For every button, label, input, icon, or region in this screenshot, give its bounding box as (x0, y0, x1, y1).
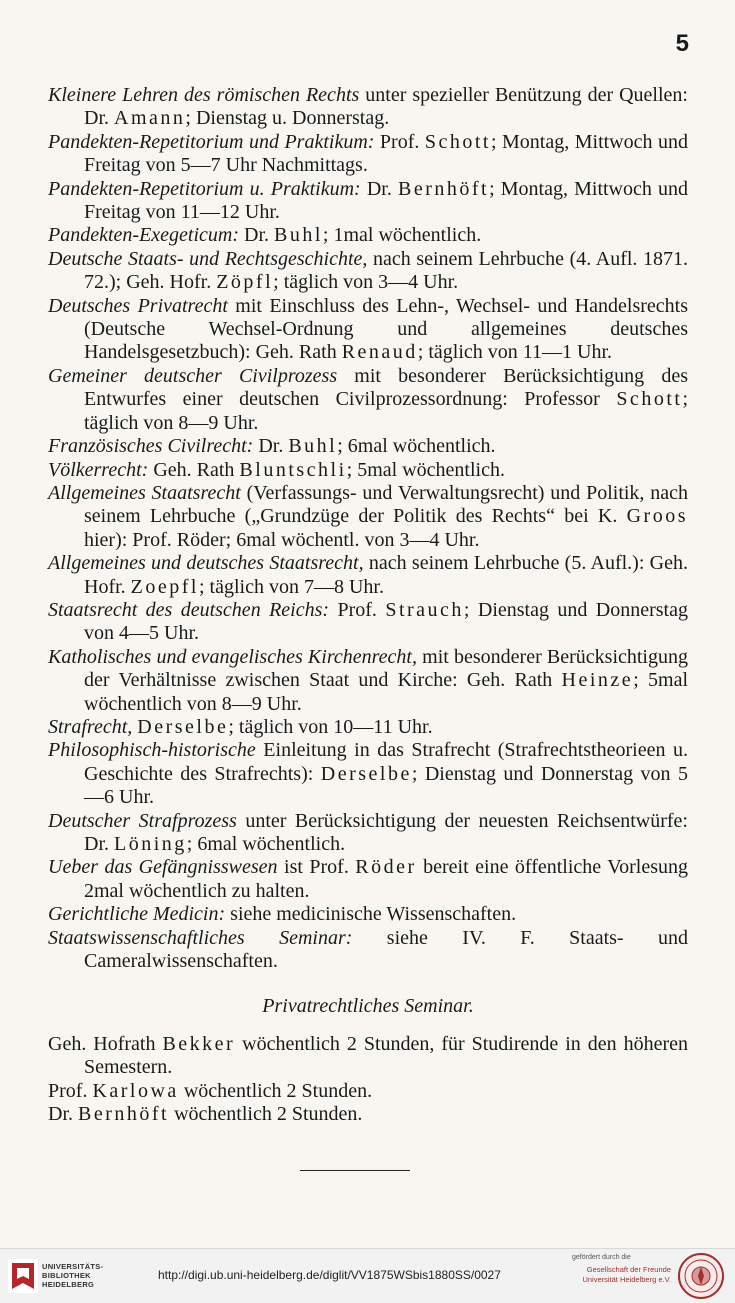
lecturer-name: Zöpfl (216, 271, 274, 294)
course-text: Dr. (360, 177, 398, 200)
course-entry (48, 178, 688, 225)
course-schedule: bereit eine öffentliche Vorlesung 2mal wöchentlich zu halten. (84, 856, 689, 902)
course-title: Ueber das Gefängnisswesen (48, 856, 278, 879)
course-title: Allgemeines und deutsches Staatsrecht, (48, 552, 364, 575)
course-schedule: ; täglich von 10—11 Uhr. (228, 715, 433, 738)
course-text: mit besonderer Berücksichtigung der Verhältnisse zwischen Staat und Kirche: Geh. Rath (84, 645, 688, 692)
lecturer-name: Heinze (561, 669, 634, 692)
lecturer-title: Geh. Hofrath (48, 1032, 163, 1055)
course-title: Pandekten-Exegeticum: (48, 224, 240, 247)
course-text: Geh. Rath (148, 458, 240, 481)
course-title: Deutscher Strafprozess (48, 809, 237, 832)
library-logo-icon (8, 1259, 38, 1293)
course-schedule: ; Montag, Mittwoch und Freitag von 5—7 Uhr Nachmittags. (84, 130, 688, 177)
course-schedule: ; täglich von 8—9 Uhr. (84, 388, 688, 434)
course-text: unter Berücksichtigung der neuesten Reichsentwürfe: Dr. (84, 809, 688, 855)
course-title: Pandekten-Repetitorium u. Praktikum: (48, 177, 361, 200)
course-entry (48, 716, 688, 739)
lecture-list (48, 84, 688, 1126)
course-entry (48, 459, 688, 482)
course-title: Katholisches und evangelisches Kirchenrecht, (48, 645, 417, 668)
course-schedule: ; täglich von 7—8 Uhr. (198, 575, 384, 598)
course-title: Staatsrecht des deutschen Reichs: (48, 598, 330, 621)
course-text: nach seinem Lehrbuche (4. Aufl. 1871. 72.); Geh. Hofr. (84, 247, 688, 294)
course-title: Gemeiner deutscher Civilprozess (48, 364, 338, 387)
lecturer-name: Bernhöft (397, 177, 490, 200)
seminar-entries (48, 1033, 688, 1127)
course-title: Deutsche Staats- und Rechtsgeschichte, (48, 247, 368, 270)
course-text: mit besonderer Berücksichtigung des Entwurfes einer deutschen Civilprozessordnung: Professor (84, 364, 688, 411)
course-title: Kleinere Lehren des römischen Rechts (48, 84, 360, 106)
course-schedule: ; 6mal wöchentlich. (337, 435, 496, 458)
course-text: (Verfassungs- und Verwaltungsrecht) und Politik, nach seinem Lehrbuche („Grundzüge der Politik des Rechts“ bei K. (84, 481, 688, 528)
course-text: ist Prof. (277, 856, 356, 879)
course-title: Deutsches Privatrecht (48, 294, 228, 317)
course-text: mit Einschluss des Lehn-, Wechsel- und Handelsrechts (Deutsche Wechsel-Ordnung und allgemeines deutsches Handelsgesetzbuch): Geh. Rath (84, 294, 688, 364)
library-name (42, 1262, 103, 1289)
course-text: Prof. (329, 598, 386, 621)
page-number: 5 (675, 30, 689, 57)
course-entry (48, 84, 688, 131)
course-text: Dr. (253, 435, 289, 458)
course-entry (48, 810, 688, 857)
seminar-schedule: wöchentlich 2 Stunden, für Studirende in den höheren Semestern. (84, 1032, 688, 1079)
library-name-text: UNIVERSITÄTS- BIBLIOTHEK HEIDELBERG (42, 1262, 104, 1289)
course-entry (48, 224, 688, 247)
course-entry (48, 646, 688, 716)
course-schedule: ; täglich von 11—1 Uhr. (417, 341, 613, 364)
course-text: siehe medicinische Wissenschaften. (225, 903, 517, 926)
course-text: Prof. (374, 130, 425, 153)
course-schedule: ; täglich von 3—4 Uhr. (273, 271, 459, 294)
lecturer-title: Prof. (48, 1079, 93, 1102)
course-entry (48, 739, 688, 809)
seminar-entry (48, 1103, 688, 1126)
seminar-schedule: wöchentlich 2 Stunden. (178, 1079, 373, 1102)
course-text: Dr. (239, 224, 275, 247)
lecturer-name: Derselbe (320, 762, 412, 785)
lecturer-name: Renaud (341, 341, 418, 364)
course-entry (48, 903, 688, 926)
course-title: Völkerrecht: (48, 458, 149, 481)
course-schedule: hier): Prof. Röder; 6mal wöchentl. von 3—4 Uhr. (84, 528, 480, 551)
seminar-title: Privatrechtliches Seminar. (262, 995, 474, 1018)
course-title: Französisches Civilrecht: (48, 435, 254, 458)
course-title: Philosophisch-historische (48, 739, 256, 762)
course-schedule: ; 1mal wöchentlich. (322, 224, 482, 247)
course-title: Staatswissenschaftliches Seminar: (48, 926, 353, 949)
course-title: Allgemeines Staatsrecht (48, 481, 241, 504)
course-text: Einleitung in das Strafrecht (Strafrechtstheorieen u. Geschichte des Strafrechts): (84, 739, 688, 785)
sponsor-label: gefördert durch die (572, 1254, 631, 1261)
sponsor-name: Gesellschaft der Freunde Universität Heidelberg e.V. (582, 1265, 671, 1284)
lecturer-name: Zoepfl (130, 575, 199, 598)
course-title: Pandekten-Repetitorium und Praktikum: (48, 130, 375, 153)
lecturer-name: Löning (114, 833, 187, 855)
closing-rule (300, 1170, 410, 1171)
lecturer-name: Buhl (288, 435, 338, 458)
course-entry (48, 927, 688, 974)
course-schedule: ; 6mal wöchentlich. (186, 833, 346, 855)
lecturer-name: Karlowa (92, 1079, 179, 1102)
lecturer-name: Bluntschli (239, 458, 347, 481)
course-text: siehe IV. F. Staats- und Cameralwissenschaften. (84, 926, 688, 973)
viewer-footer (0, 1248, 735, 1303)
course-title: Strafrecht, (48, 715, 133, 738)
lecturer-name: Buhl (274, 224, 323, 247)
course-entry (48, 552, 688, 599)
course-entries (48, 84, 688, 973)
lecturer-name: Bernhöft (78, 1103, 170, 1126)
course-title: Gerichtliche Medicin: (48, 903, 226, 926)
course-entry (48, 295, 688, 365)
lecturer-name: Röder (355, 856, 417, 879)
lecturer-name: Amann (114, 107, 186, 130)
lecturer-name: Derselbe (137, 715, 229, 738)
lecturer-name: Groos (626, 505, 688, 528)
seminar-entry (48, 1033, 688, 1080)
course-text: unter spezieller Benützung der Quellen: Dr. (84, 84, 688, 130)
course-schedule: ; Dienstag und Donnerstag von 4—5 Uhr. (84, 598, 688, 645)
course-entry (48, 856, 688, 903)
course-entry (48, 131, 688, 178)
lecturer-name: Schott (616, 388, 683, 411)
course-entry (48, 482, 688, 552)
permalink[interactable]: http://digi.ub.uni-heidelberg.de/diglit/VV1875WSbis1880SS/0027 (158, 1268, 501, 1282)
seminar-entry (48, 1080, 688, 1103)
course-entry (48, 435, 688, 458)
course-entry (48, 365, 688, 435)
course-schedule: ; Dienstag u. Donnerstag. (185, 107, 390, 130)
course-entry (48, 599, 688, 646)
course-schedule: ; 5mal wöchentlich von 8—9 Uhr. (84, 669, 689, 715)
seminar-schedule: wöchentlich 2 Stunden. (169, 1103, 363, 1126)
course-schedule: ; Dienstag und Donnerstag von 5—6 Uhr. (84, 762, 688, 809)
course-entry (48, 248, 688, 295)
university-seal-icon (677, 1252, 725, 1300)
course-text: nach seinem Lehrbuche (5. Aufl.): Geh. Hofr. (84, 552, 688, 598)
lecturer-name: Schott (424, 130, 491, 153)
lecturer-name: Bekker (162, 1032, 236, 1055)
course-schedule: ; 5mal wöchentlich. (346, 458, 505, 481)
lecturer-name: Strauch (385, 598, 464, 621)
course-schedule: ; Montag, Mittwoch und Freitag von 11—12 Uhr. (84, 177, 689, 224)
lecturer-title: Dr. (48, 1103, 78, 1126)
